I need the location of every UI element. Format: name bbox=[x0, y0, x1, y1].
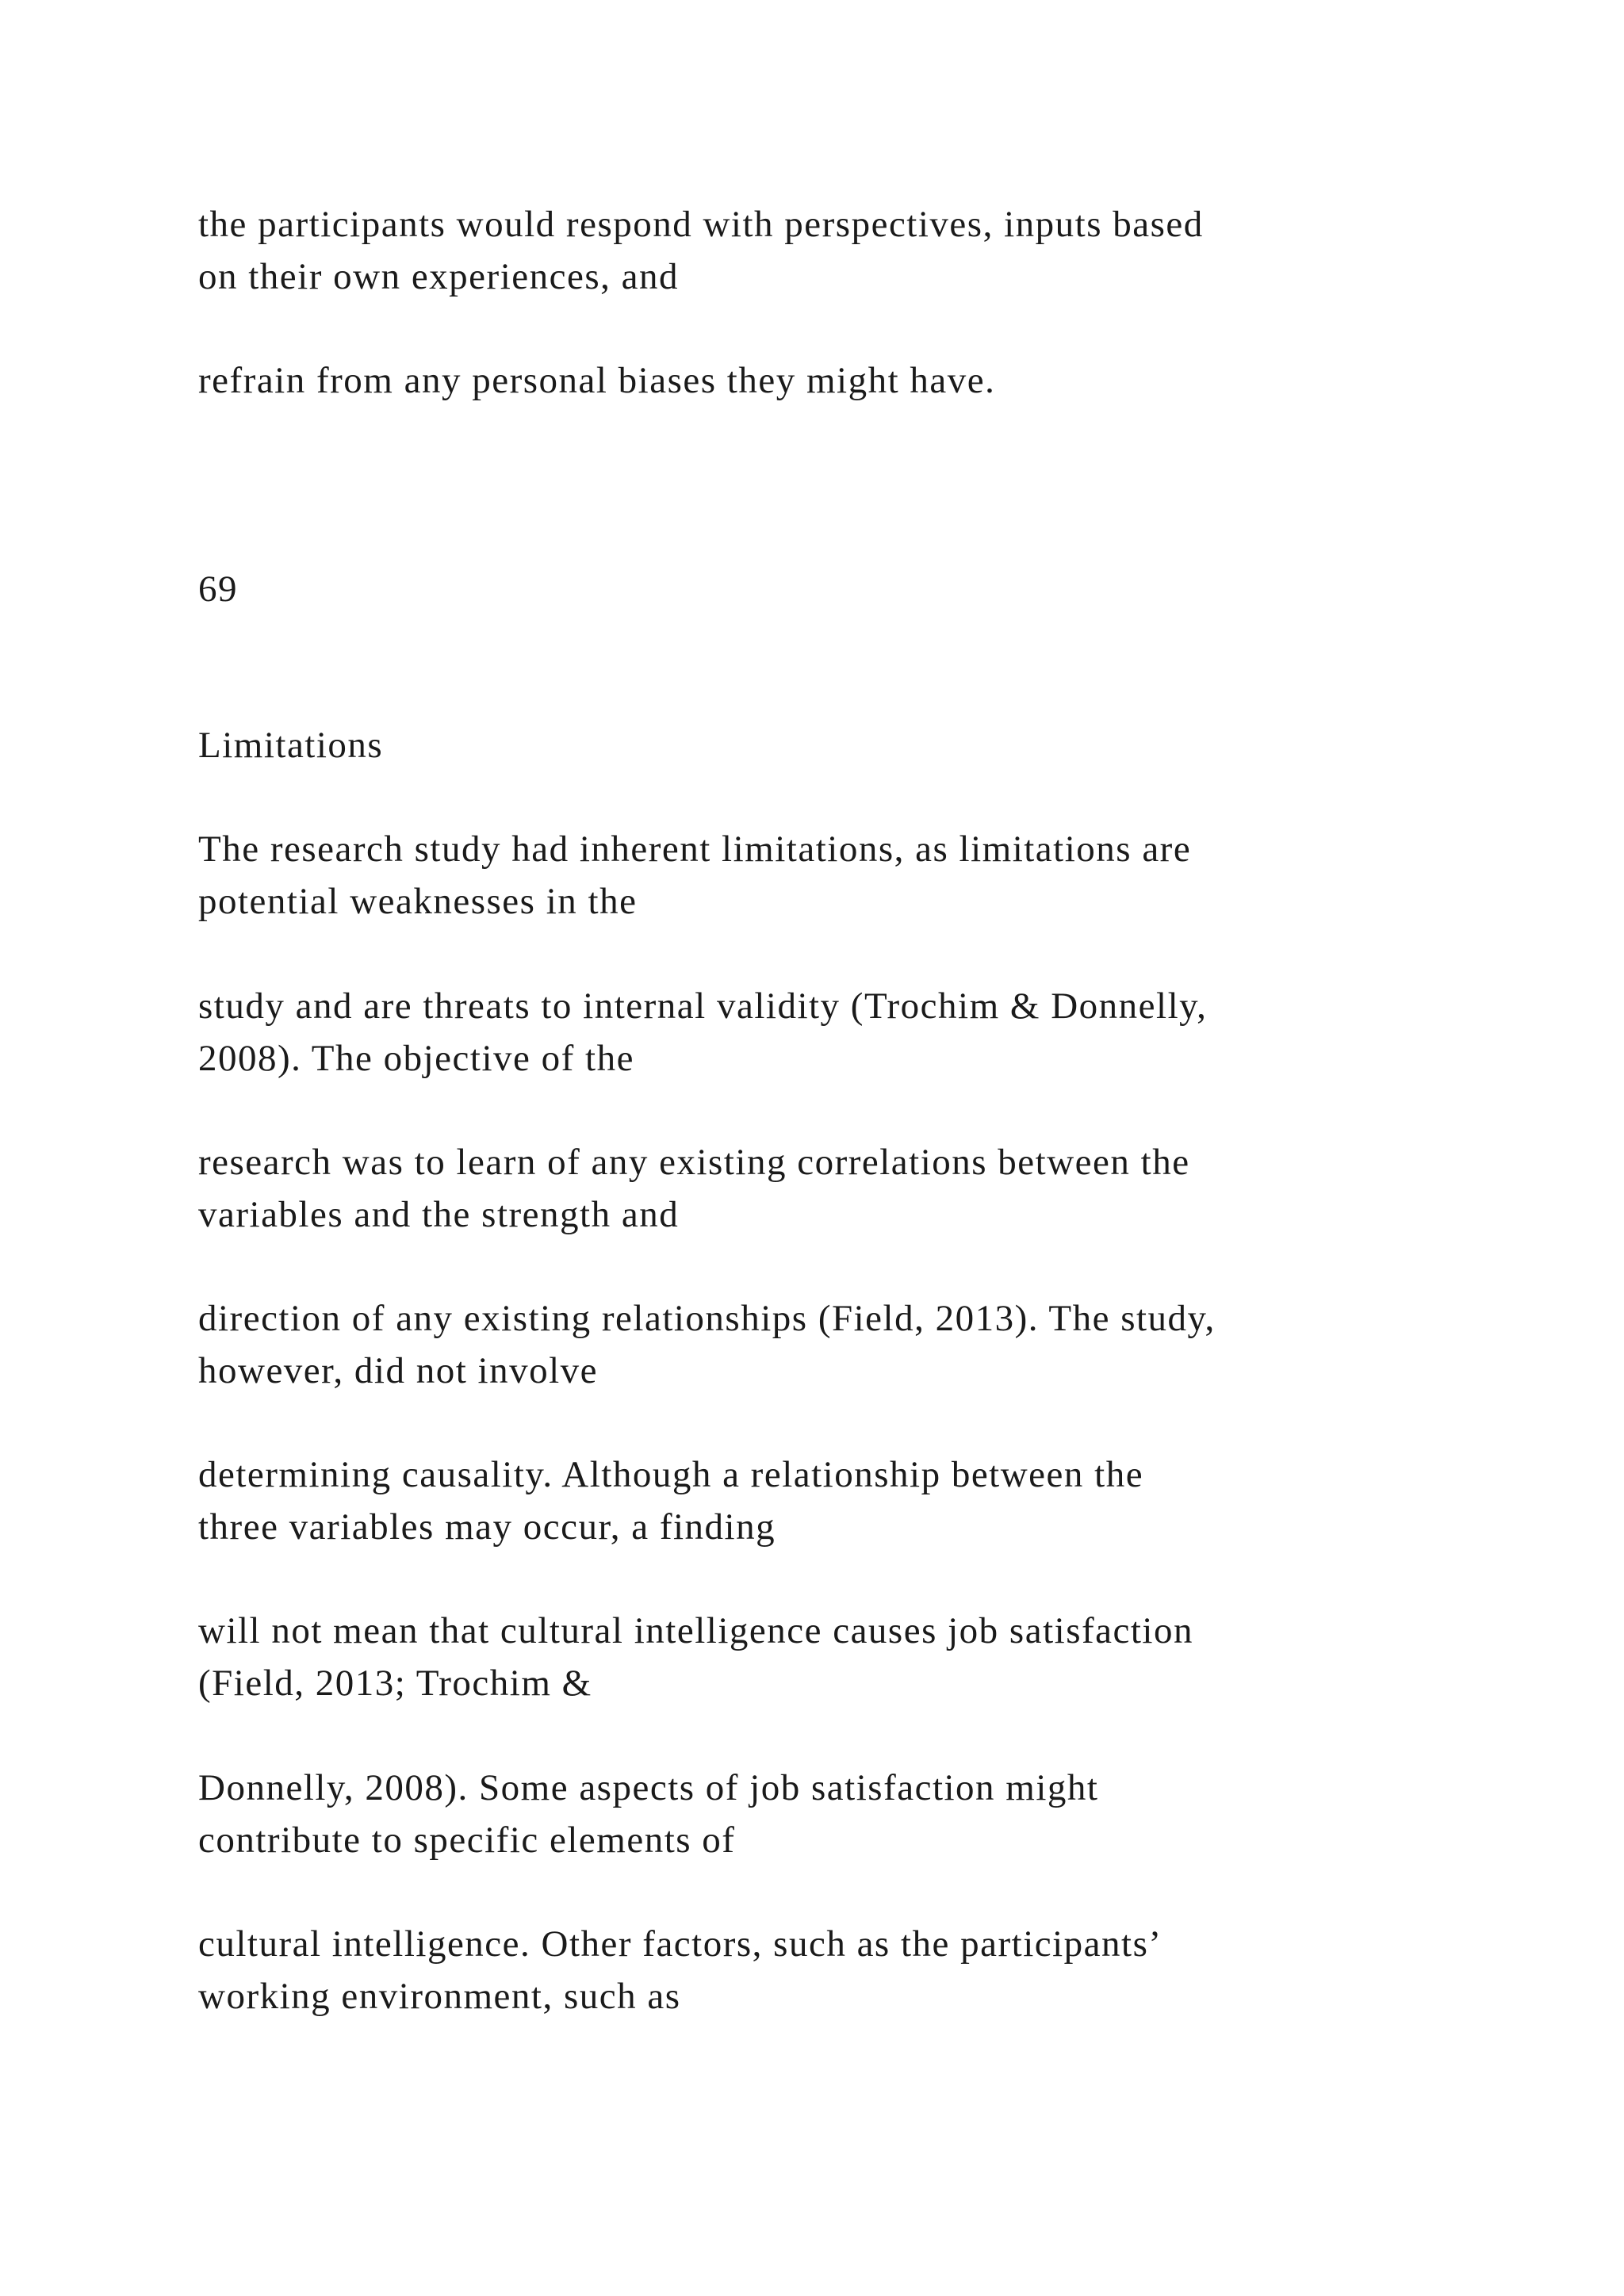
text-line: variables and the strength and bbox=[198, 1194, 680, 1235]
text-line: research was to learn of any existing correlations between the bbox=[198, 1142, 1190, 1183]
paragraph-6 bbox=[198, 1292, 1546, 1397]
text-line: the participants would respond with perspectives, inputs based bbox=[198, 204, 1204, 245]
text-line: cultural intelligence. Other factors, such as the participants’ bbox=[198, 1923, 1162, 1965]
paragraph-4 bbox=[198, 980, 1546, 1085]
paragraph-2 bbox=[198, 354, 1546, 407]
text-line: contribute to specific elements of bbox=[198, 1820, 736, 1861]
text-line: study and are threats to internal validity (Trochim & Donnelly, bbox=[198, 985, 1208, 1027]
text-line: determining causality. Although a relationship between the bbox=[198, 1454, 1144, 1495]
page-number bbox=[198, 563, 1546, 615]
paragraph-7 bbox=[198, 1448, 1546, 1553]
section-heading bbox=[198, 719, 1546, 771]
text-line: working environment, such as bbox=[198, 1976, 681, 2017]
text-line: direction of any existing relationships (Field, 2013). The study, bbox=[198, 1298, 1216, 1339]
text-line: will not mean that cultural intelligence causes job satisfaction bbox=[198, 1610, 1193, 1651]
text-line: on their own experiences, and bbox=[198, 256, 679, 297]
paragraph-8 bbox=[198, 1605, 1546, 1709]
text-line: Donnelly, 2008). Some aspects of job satisfaction might bbox=[198, 1767, 1099, 1808]
text-line: 2008). The objective of the bbox=[198, 1038, 634, 1079]
text-line: however, did not involve bbox=[198, 1350, 599, 1391]
text-line: The research study had inherent limitations, as limitations are bbox=[198, 828, 1192, 870]
paragraph-10 bbox=[198, 1918, 1546, 2022]
paragraph-9 bbox=[198, 1762, 1546, 1866]
text-line: refrain from any personal biases they might have. bbox=[198, 360, 996, 401]
paragraph-1 bbox=[198, 198, 1546, 303]
text-line: (Field, 2013; Trochim & bbox=[198, 1663, 592, 1704]
page-number-text: 69 bbox=[198, 568, 238, 610]
section-heading-text: Limitations bbox=[198, 725, 384, 766]
paragraph-5 bbox=[198, 1136, 1546, 1241]
paragraph-3 bbox=[198, 823, 1546, 928]
text-line: three variables may occur, a finding bbox=[198, 1506, 776, 1548]
text-line: potential weaknesses in the bbox=[198, 881, 638, 922]
